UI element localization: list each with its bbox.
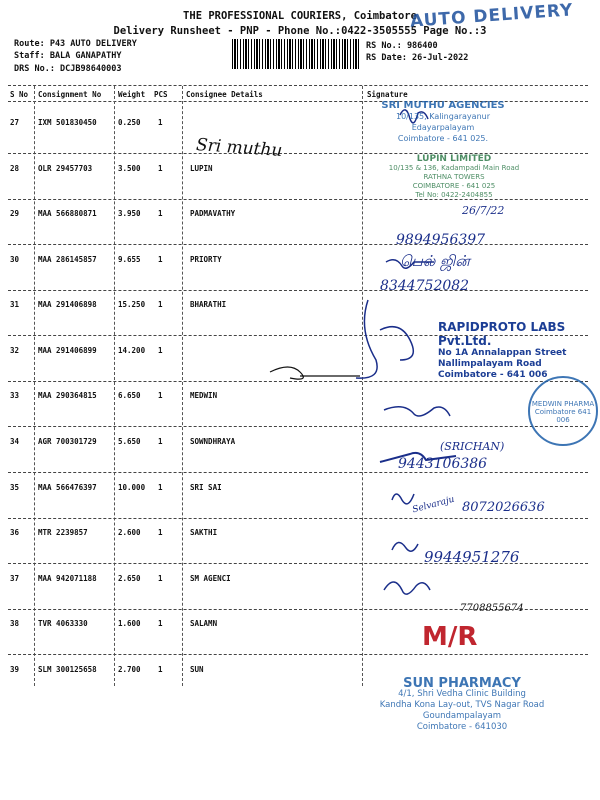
handwritten-phone: 7708855674 bbox=[460, 603, 524, 614]
row-pcs: 1 bbox=[158, 483, 163, 492]
row-consignment: IXM 501830450 bbox=[38, 118, 97, 127]
row-consignment: OLR 29457703 bbox=[38, 164, 93, 173]
drs-label: DRS No.: DCJB98640003 bbox=[14, 64, 122, 74]
col-header-pcs: PCS bbox=[154, 90, 168, 99]
handwritten-date: 26/7/22 bbox=[462, 204, 505, 217]
row-sno: 39 bbox=[10, 665, 20, 674]
row-sno: 28 bbox=[10, 164, 20, 173]
rs-number: RS No.: 986400 bbox=[366, 41, 438, 51]
row-consignee: SALAMN bbox=[190, 619, 218, 628]
route-label: Route: P43 AUTO DELIVERY bbox=[14, 39, 137, 49]
handwritten-tamil-name: பெல் ஜின் bbox=[400, 252, 470, 270]
row-pcs: 1 bbox=[158, 619, 163, 628]
row-consignee: PADMAVATHY bbox=[190, 209, 236, 218]
handwritten-mr: M/R bbox=[422, 622, 478, 652]
row-consignee: SAKTHI bbox=[190, 528, 218, 537]
row-sno: 29 bbox=[10, 209, 20, 218]
handwritten-signature: Sri muthu bbox=[195, 135, 284, 161]
row-consignee: PRIORTY bbox=[190, 255, 222, 264]
row-weight: 6.650 bbox=[118, 391, 141, 400]
row-consignment: AGR 700301729 bbox=[38, 437, 97, 446]
row-consignment: MAA 942071188 bbox=[38, 574, 97, 583]
handwritten-phone: 8344752082 bbox=[380, 278, 470, 294]
row-consignment: SLM 300125658 bbox=[38, 665, 97, 674]
signature-stroke bbox=[386, 260, 434, 269]
col-header-consignment: Consignment No bbox=[38, 90, 102, 99]
row-pcs: 1 bbox=[158, 574, 163, 583]
row-sno: 31 bbox=[10, 300, 20, 309]
row-consignment: MAA 286145857 bbox=[38, 255, 97, 264]
row-weight: 5.650 bbox=[118, 437, 141, 446]
row-weight: 15.250 bbox=[118, 300, 146, 309]
rapidproto-stamp: RAPIDPROTO LABS Pvt.Ltd. No 1A Annalappan Street Nallimpalayam Road Coimbatore - 641 006 bbox=[438, 320, 598, 381]
staff-label: Staff: BALA GANAPATHY bbox=[14, 51, 122, 61]
handwritten-phone: 9443106386 bbox=[398, 456, 488, 472]
lupin-stamp: LUPIN LIMITED 10/135 & 136, Kadampadi Main Road RATHNA TOWERS COIMBATORE - 641 025 Tel No: 0422-2404855 bbox=[388, 154, 520, 199]
handwritten-name: (SRICHAN) bbox=[440, 440, 505, 453]
row-sno: 38 bbox=[10, 619, 20, 628]
handwritten-phone: 9944951276 bbox=[424, 548, 520, 566]
row-weight: 1.600 bbox=[118, 619, 141, 628]
row-sno: 30 bbox=[10, 255, 20, 264]
row-pcs: 1 bbox=[158, 209, 163, 218]
signature-stroke bbox=[384, 582, 430, 594]
row-consignment: TVR 4063330 bbox=[38, 619, 88, 628]
col-header-consignee: Consignee Details bbox=[186, 90, 263, 99]
row-pcs: 1 bbox=[158, 665, 163, 674]
col-header-weight: Weight bbox=[118, 90, 146, 99]
row-weight: 9.655 bbox=[118, 255, 141, 264]
row-weight: 10.000 bbox=[118, 483, 146, 492]
row-consignee: BHARATHI bbox=[190, 300, 227, 309]
signature-stroke bbox=[384, 407, 450, 416]
auto-delivery-stamp: AUTO DELIVERY bbox=[409, 0, 575, 32]
row-consignment: MAA 566880871 bbox=[38, 209, 97, 218]
row-consignment: MAA 291406899 bbox=[38, 346, 97, 355]
row-weight: 3.950 bbox=[118, 209, 141, 218]
srimuthu-stamp: SRI MUTHU AGENCIES 10/135, Kalingarayanur Edayarpalayam Coimbatore - 641 025. bbox=[381, 100, 505, 143]
col-header-signature: Signature bbox=[367, 90, 408, 99]
handwritten-phone: 9894956397 bbox=[396, 232, 486, 248]
row-pcs: 1 bbox=[158, 300, 163, 309]
signature-stroke bbox=[270, 367, 360, 379]
row-sno: 32 bbox=[10, 346, 20, 355]
row-sno: 37 bbox=[10, 574, 20, 583]
row-consignment: MTR 2239857 bbox=[38, 528, 88, 537]
row-sno: 36 bbox=[10, 528, 20, 537]
row-weight: 2.600 bbox=[118, 528, 141, 537]
row-pcs: 1 bbox=[158, 164, 163, 173]
row-consignment: MAA 566476397 bbox=[38, 483, 97, 492]
signature-stroke bbox=[380, 453, 456, 462]
handwritten-name: Selvaraju bbox=[411, 494, 456, 516]
row-pcs: 1 bbox=[158, 437, 163, 446]
row-pcs: 1 bbox=[158, 528, 163, 537]
rs-date: RS Date: 26-Jul-2022 bbox=[366, 53, 469, 63]
row-consignee: SM AGENCI bbox=[190, 574, 231, 583]
handwritten-phone: 8072026636 bbox=[462, 500, 545, 515]
row-consignee: SUN bbox=[190, 665, 204, 674]
row-sno: 33 bbox=[10, 391, 20, 400]
row-pcs: 1 bbox=[158, 391, 163, 400]
row-consignee: SRI SAI bbox=[190, 483, 222, 492]
row-weight: 2.650 bbox=[118, 574, 141, 583]
row-sno: 27 bbox=[10, 118, 20, 127]
company-title: THE PROFESSIONAL COURIERS, Coimbatore bbox=[183, 10, 417, 22]
signature-stroke bbox=[356, 300, 413, 378]
signature-stroke bbox=[392, 494, 414, 504]
row-pcs: 1 bbox=[158, 118, 163, 127]
signature-stroke bbox=[392, 542, 418, 551]
row-pcs: 1 bbox=[158, 346, 163, 355]
row-consignee: SOWNDHRAYA bbox=[190, 437, 236, 446]
row-sno: 35 bbox=[10, 483, 20, 492]
medwin-round-stamp: MEDWIN PHARMA Coimbatore 641 006 bbox=[528, 376, 598, 446]
col-header-sno: S No bbox=[10, 90, 29, 99]
row-pcs: 1 bbox=[158, 255, 163, 264]
row-weight: 14.200 bbox=[118, 346, 146, 355]
runsheet-title: Delivery Runsheet - PNP - Phone No.:0422-3505555 Page No.:3 bbox=[113, 25, 487, 37]
row-consignment: MAA 291406898 bbox=[38, 300, 97, 309]
row-consignee: MEDWIN bbox=[190, 391, 218, 400]
row-consignee: LUPIN bbox=[190, 164, 213, 173]
sun-pharmacy-stamp: SUN PHARMACY 4/1, Shri Vedha Clinic Building Kandha Kona Lay-out, TVS Nagar Road Goundampalayam Coimbatore - 641030 bbox=[379, 676, 545, 732]
row-consignment: MAA 290364815 bbox=[38, 391, 97, 400]
row-weight: 3.500 bbox=[118, 164, 141, 173]
row-weight: 0.250 bbox=[118, 118, 141, 127]
row-sno: 34 bbox=[10, 437, 20, 446]
row-weight: 2.700 bbox=[118, 665, 141, 674]
rapidproto-logo: RAPIDPROTO LABS Pvt.Ltd. bbox=[438, 320, 566, 348]
